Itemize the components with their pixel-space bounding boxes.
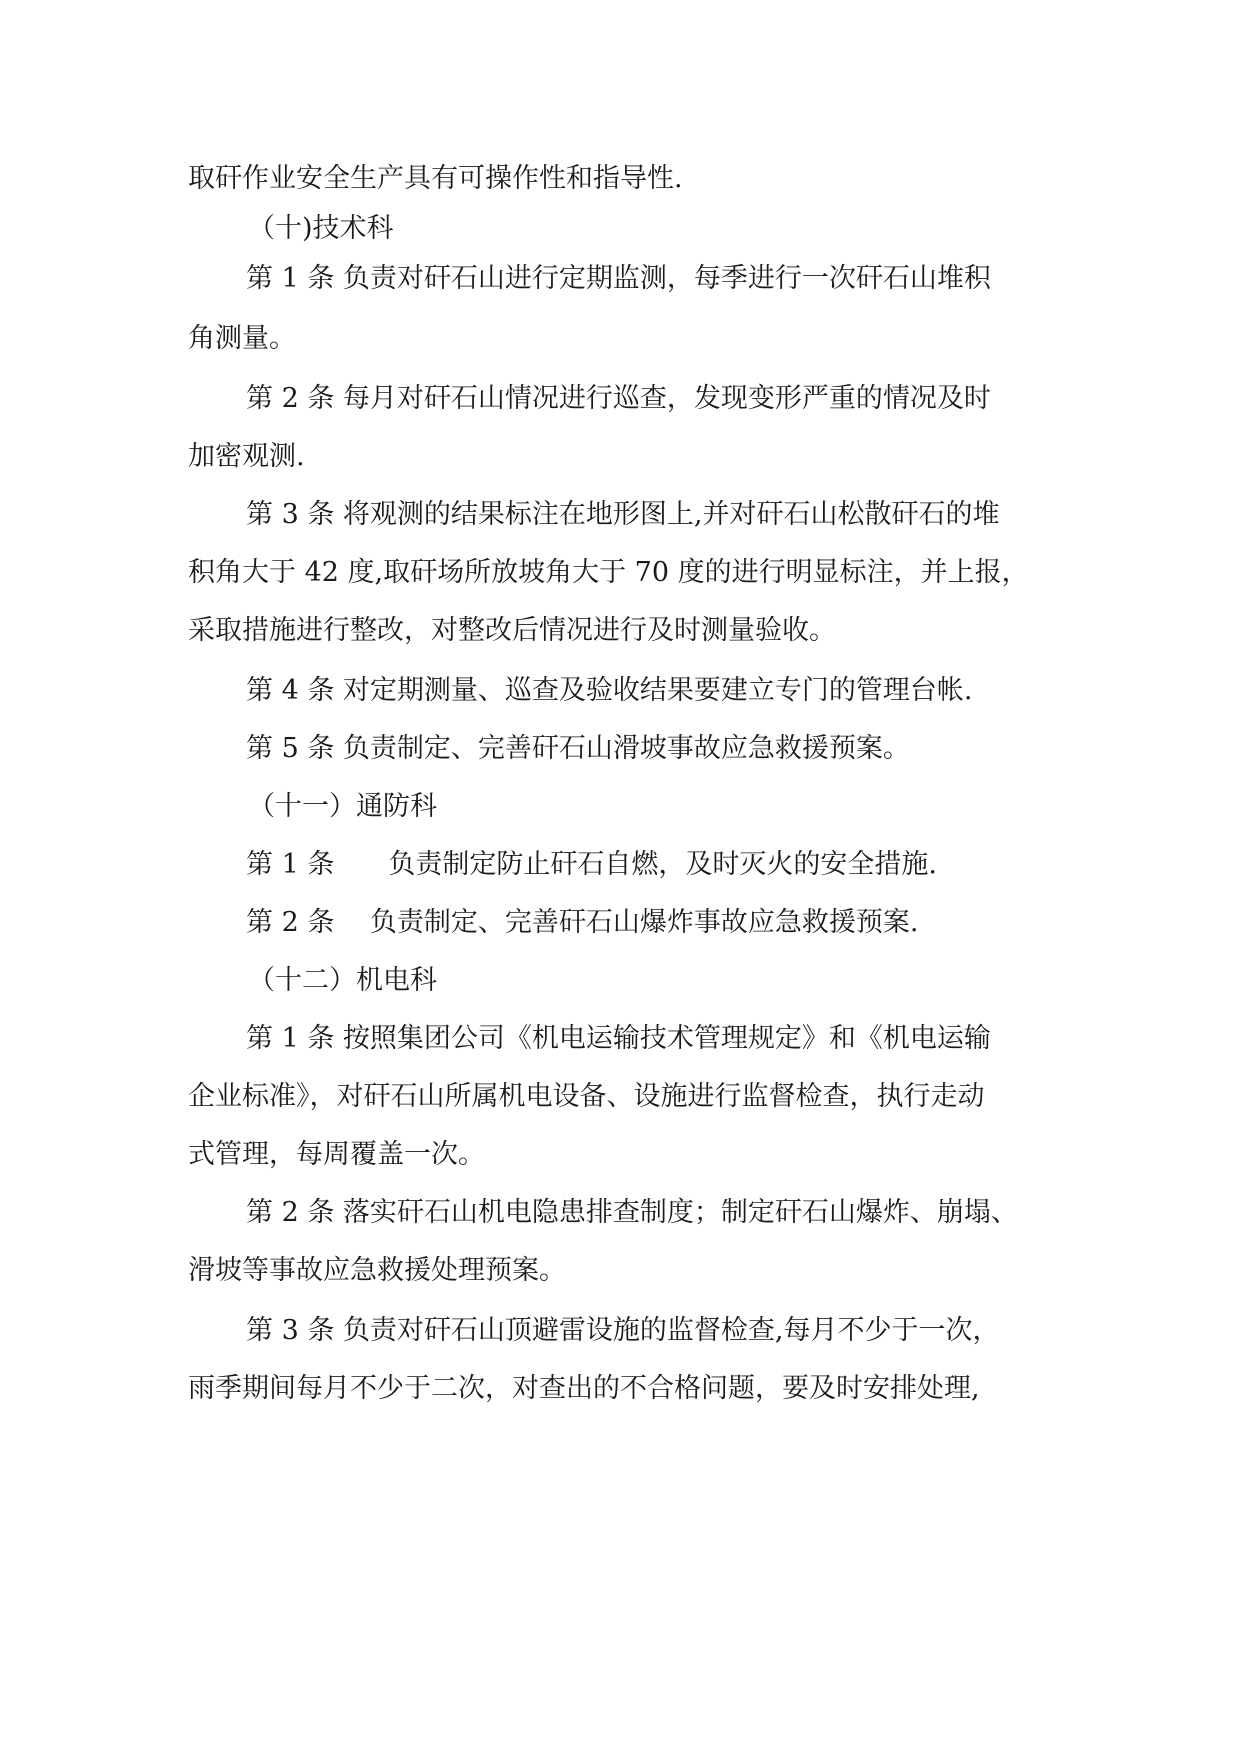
text-line: 角测量。 xyxy=(188,323,296,354)
text-line: 企业标准》，对矸石山所属机电设备、设施进行监督检查，执行走动 xyxy=(188,1081,985,1112)
text-line: 第 2 条 落实矸石山机电隐患排查制度；制定矸石山爆炸、崩塌、 xyxy=(246,1197,1018,1228)
section-heading: （十二）机电科 xyxy=(248,965,437,996)
text-line: 第 1 条 按照集团公司《机电运输技术管理规定》和《机电运输 xyxy=(246,1023,991,1054)
text-line: 式管理，每周覆盖一次。 xyxy=(188,1139,485,1170)
text-line: 采取措施进行整改，对整改后情况进行及时测量验收。 xyxy=(188,615,836,646)
text-line: 第 3 条 将观测的结果标注在地形图上,并对矸石山松散矸石的堆 xyxy=(246,499,1000,530)
text-line: 第 1 条 负责对矸石山进行定期监测，每季进行一次矸石山堆积 xyxy=(246,263,991,294)
text-line: 第 2 条 每月对矸石山情况进行巡查，发现变形严重的情况及时 xyxy=(246,383,991,414)
text-line: 第 3 条 负责对矸石山顶避雷设施的监督检查,每月不少于一次， xyxy=(246,1315,1000,1346)
text-line: 加密观测. xyxy=(188,441,305,472)
text-line: 积角大于 42 度,取矸场所放坡角大于 70 度的进行明显标注，并上报， xyxy=(188,557,1029,588)
text-line: 第 1 条 负责制定防止矸石自燃，及时灭火的安全措施. xyxy=(246,849,937,880)
text-line: 第 2 条 负责制定、完善矸石山爆炸事故应急救援预案. xyxy=(246,907,919,938)
text-line: 第 4 条 对定期测量、巡查及验收结果要建立专门的管理台帐. xyxy=(246,675,973,706)
text-line: 滑坡等事故应急救援处理预案。 xyxy=(188,1255,566,1286)
text-line: 取矸作业安全生产具有可操作性和指导性. xyxy=(188,163,683,194)
text-line: 雨季期间每月不少于二次，对查出的不合格问题，要及时安排处理, xyxy=(188,1373,980,1404)
section-heading: （十一）通防科 xyxy=(248,791,437,822)
section-heading: （十)技术科 xyxy=(248,213,394,244)
text-line: 第 5 条 负责制定、完善矸石山滑坡事故应急救援预案。 xyxy=(246,733,910,764)
